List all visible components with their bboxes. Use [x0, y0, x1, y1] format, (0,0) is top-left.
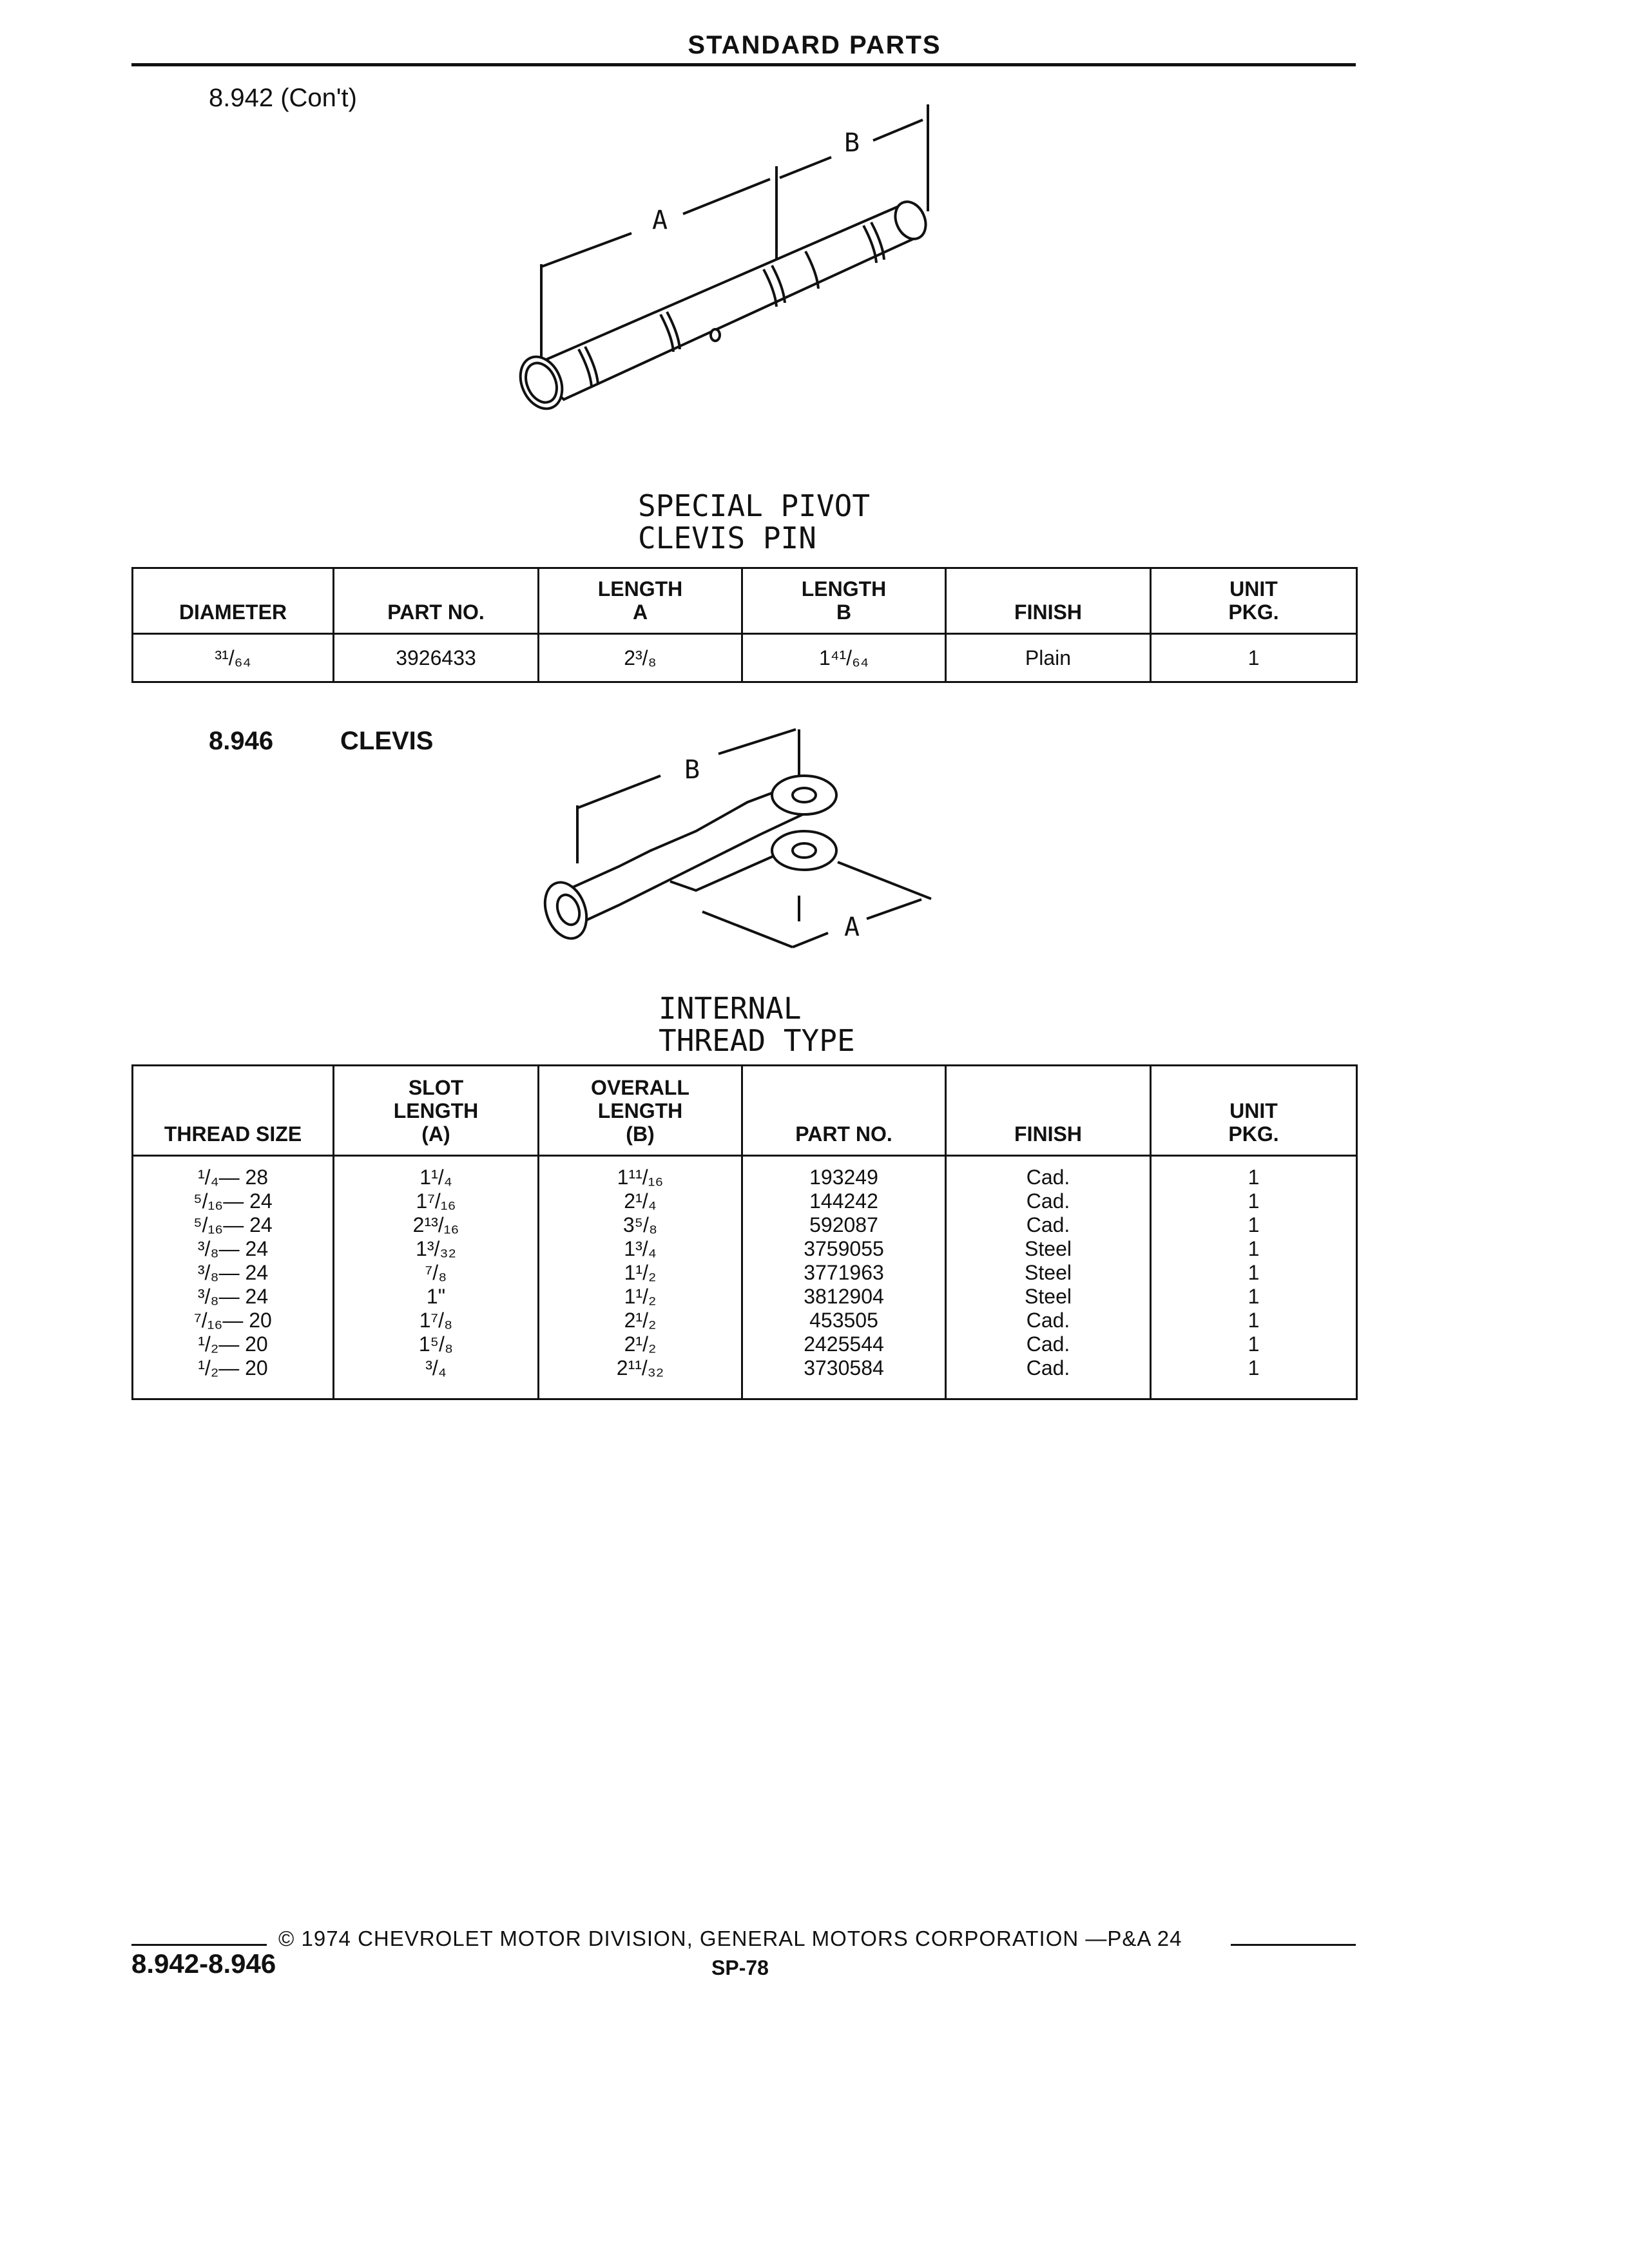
- clevis-illustration: [541, 722, 954, 979]
- table-cell: 3812904: [742, 1285, 946, 1309]
- table-cell: ⁷/₁₆— 20: [133, 1309, 334, 1332]
- dimension-a-label: A: [652, 206, 668, 235]
- table-cell: Steel: [946, 1237, 1151, 1261]
- footer-rule-left: [131, 1944, 267, 1946]
- table-cell: 1³/₃₂: [334, 1237, 539, 1261]
- table-header-row: [133, 568, 1357, 634]
- table-cell: 1¹¹/₁₆: [539, 1156, 742, 1189]
- section-heading: 8.942 (Con't): [209, 84, 357, 112]
- table-cell: ³/₈— 24: [133, 1261, 334, 1285]
- table-cell: 1¹/₄: [334, 1156, 539, 1189]
- table-cell: 3759055: [742, 1237, 946, 1261]
- table-cell: 193249: [742, 1156, 946, 1189]
- table-cell: ⁵/₁₆— 24: [133, 1213, 334, 1237]
- table-cell: ¹/₂— 20: [133, 1332, 334, 1356]
- clevis-pin-table: [131, 567, 1358, 683]
- table-cell: 592087: [742, 1213, 946, 1237]
- table-cell: ¹/₄— 28: [133, 1156, 334, 1189]
- table-cell: 1⁴¹/₆₄: [742, 634, 946, 682]
- table-cell: 2425544: [742, 1332, 946, 1356]
- table-cell: Plain: [946, 634, 1151, 682]
- clevis-caption-line2: THREAD TYPE: [659, 1023, 855, 1058]
- table-cell: 1: [1151, 1332, 1357, 1356]
- table-cell: 3771963: [742, 1261, 946, 1285]
- table-cell: 1³/₄: [539, 1237, 742, 1261]
- column-header: OVERALL LENGTH (B): [539, 1066, 742, 1156]
- table-cell: 1⁷/₁₆: [334, 1189, 539, 1213]
- table-cell: 453505: [742, 1309, 946, 1332]
- footer-copyright: © 1974 CHEVROLET MOTOR DIVISION, GENERAL MOTORS CORPORATION —P&A 24: [278, 1927, 1182, 1950]
- table-cell: 1: [1151, 1356, 1357, 1380]
- table-cell: ³/₄: [334, 1356, 539, 1380]
- table-row: [133, 1309, 1357, 1332]
- table-row-spacer: [133, 1380, 1357, 1399]
- table-row: [133, 1285, 1357, 1309]
- column-header: PART NO.: [334, 568, 539, 634]
- table-cell: 1: [1151, 1285, 1357, 1309]
- table-cell: Cad.: [946, 1309, 1151, 1332]
- dimension-b-label: B: [684, 755, 700, 785]
- table-cell: 1¹/₂: [539, 1285, 742, 1309]
- table-cell: 3926433: [334, 634, 539, 682]
- section-title: CLEVIS: [340, 727, 434, 755]
- table-cell: ⁷/₈: [334, 1261, 539, 1285]
- clevis-pin-caption-line2: CLEVIS PIN: [638, 521, 816, 555]
- column-header: FINISH: [946, 1066, 1151, 1156]
- table-cell: 2¹/₂: [539, 1309, 742, 1332]
- table-header-row: [133, 1066, 1357, 1156]
- column-header: LENGTH A: [539, 568, 742, 634]
- page-header-title: STANDARD PARTS: [688, 31, 941, 59]
- dimension-b-label: B: [844, 128, 860, 158]
- section-number: 8.946: [209, 727, 274, 755]
- table-row: [133, 1237, 1357, 1261]
- table-row: [133, 1356, 1357, 1380]
- table-cell: 3730584: [742, 1356, 946, 1380]
- table-cell: 2¹/₄: [539, 1189, 742, 1213]
- clevis-table: [131, 1064, 1358, 1400]
- clevis-table-body: [133, 1156, 1357, 1399]
- table-cell: 2³/₈: [539, 634, 742, 682]
- footer-page-number: SP-78: [711, 1956, 769, 1979]
- table-cell: 1: [1151, 1213, 1357, 1237]
- table-cell: 1⁵/₈: [334, 1332, 539, 1356]
- clevis-pin-illustration: [503, 97, 992, 432]
- table-cell: ³¹/₆₄: [133, 634, 334, 682]
- table-cell: Cad.: [946, 1189, 1151, 1213]
- table-cell: 1⁷/₈: [334, 1309, 539, 1332]
- column-header: THREAD SIZE: [133, 1066, 334, 1156]
- column-header: PART NO.: [742, 1066, 946, 1156]
- table-cell: 3⁵/₈: [539, 1213, 742, 1237]
- table-cell: Cad.: [946, 1156, 1151, 1189]
- column-header: FINISH: [946, 568, 1151, 634]
- column-header: UNIT PKG.: [1151, 1066, 1357, 1156]
- clevis-caption-line1: INTERNAL: [659, 991, 802, 1026]
- clevis-pin-caption-line1: SPECIAL PIVOT: [638, 488, 871, 523]
- table-cell: Cad.: [946, 1332, 1151, 1356]
- table-cell: 1: [1151, 1237, 1357, 1261]
- table-row: [133, 1213, 1357, 1237]
- table-row: [133, 634, 1357, 682]
- column-header: SLOT LENGTH (A): [334, 1066, 539, 1156]
- table-cell: 1¹/₂: [539, 1261, 742, 1285]
- table-cell: ³/₈— 24: [133, 1285, 334, 1309]
- table-cell: 2¹³/₁₆: [334, 1213, 539, 1237]
- table-cell: 1: [1151, 1309, 1357, 1332]
- table-cell: 2¹/₂: [539, 1332, 742, 1356]
- table-row: [133, 1189, 1357, 1213]
- header-rule: [131, 63, 1356, 66]
- footer-rule-right: [1231, 1944, 1356, 1946]
- table-cell: 1: [1151, 1189, 1357, 1213]
- footer-section-range: 8.942-8.946: [131, 1948, 276, 1979]
- table-cell: 1: [1151, 634, 1357, 682]
- table-cell: Cad.: [946, 1213, 1151, 1237]
- table-row: [133, 1156, 1357, 1189]
- table-cell: ⁵/₁₆— 24: [133, 1189, 334, 1213]
- table-cell: 1: [1151, 1156, 1357, 1189]
- table-cell: ¹/₂— 20: [133, 1356, 334, 1380]
- table-cell: 1": [334, 1285, 539, 1309]
- table-cell: 1: [1151, 1261, 1357, 1285]
- column-header: UNIT PKG.: [1151, 568, 1357, 634]
- table-cell: Steel: [946, 1285, 1151, 1309]
- table-cell: ³/₈— 24: [133, 1237, 334, 1261]
- table-row: [133, 1261, 1357, 1285]
- table-cell: Steel: [946, 1261, 1151, 1285]
- table-row: [133, 1332, 1357, 1356]
- table-cell: 144242: [742, 1189, 946, 1213]
- table-cell: 2¹¹/₃₂: [539, 1356, 742, 1380]
- column-header: LENGTH B: [742, 568, 946, 634]
- column-header: DIAMETER: [133, 568, 334, 634]
- table-cell: Cad.: [946, 1356, 1151, 1380]
- dimension-a-label: A: [844, 912, 860, 942]
